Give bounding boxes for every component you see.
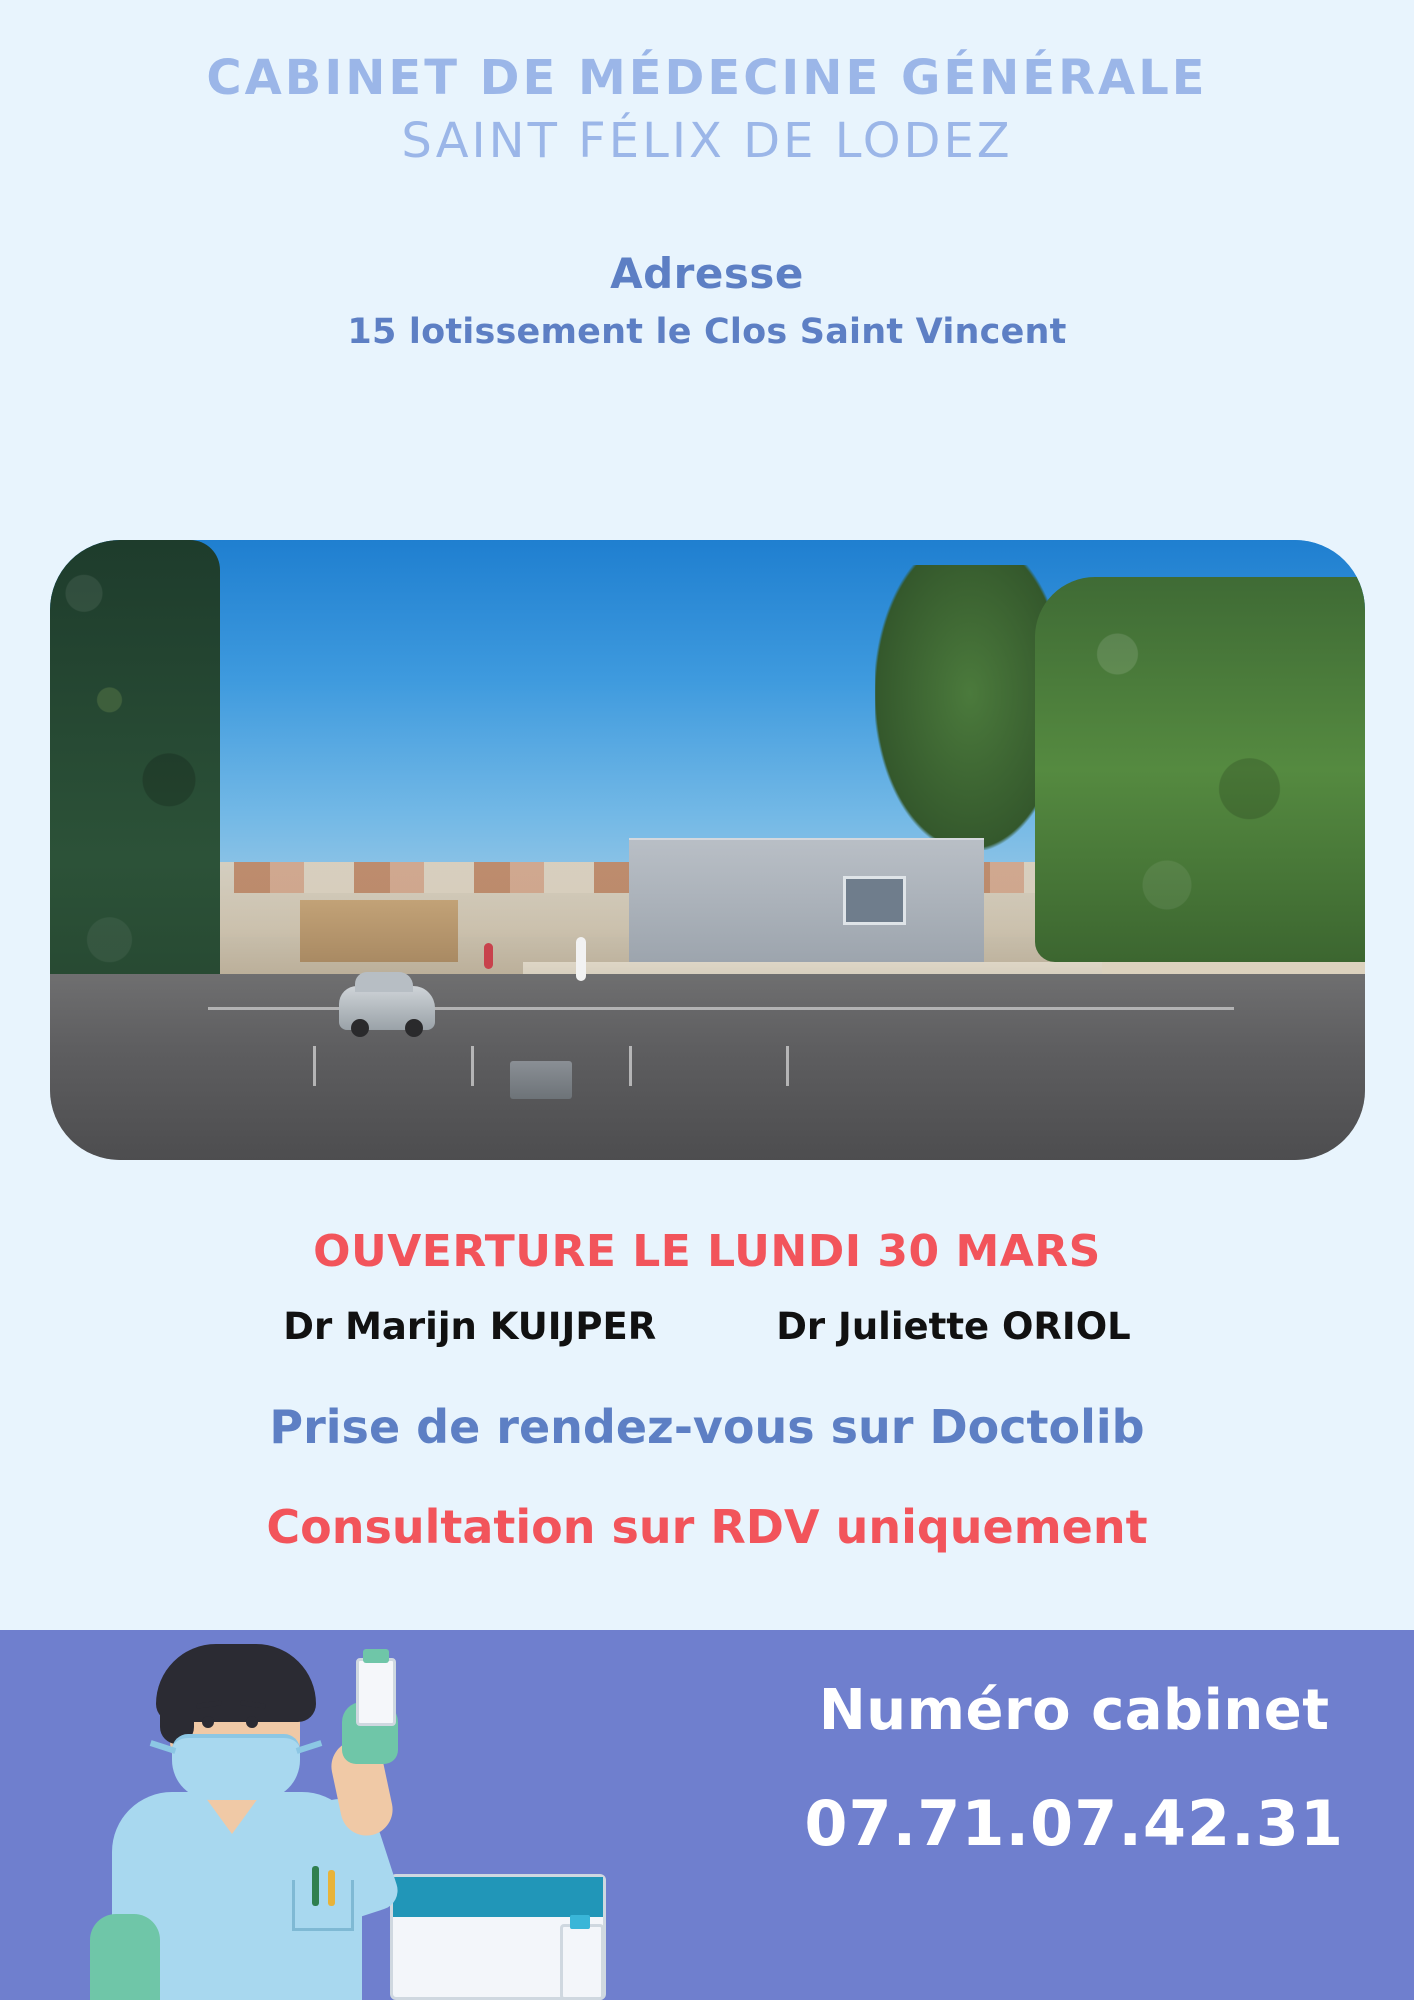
page-title-line1: CABINET DE MÉDECINE GÉNÉRALE — [206, 50, 1208, 106]
eye-right — [246, 1716, 258, 1728]
scrubs-pocket — [292, 1880, 354, 1931]
doctor-name-2: Dr Juliette ORIOL — [776, 1305, 1131, 1348]
gloved-hand-left-icon — [90, 1914, 160, 2000]
opening-text: OUVERTURE LE LUNDI 30 MARS — [313, 1226, 1101, 1277]
pen-yellow-icon — [328, 1870, 335, 1906]
phone-number[interactable]: 07.71.07.42.31 — [804, 1787, 1344, 1860]
footer-band — [0, 1630, 1414, 2000]
parking-ground — [50, 974, 1365, 1160]
doctor-illustration-icon — [60, 1630, 580, 2000]
doctor-name-1: Dr Marijn KUIJPER — [283, 1305, 657, 1348]
building-window — [843, 876, 906, 926]
booking-info: Prise de rendez-vous sur Doctolib — [269, 1400, 1145, 1454]
medicine-bottle-icon — [560, 1924, 604, 2000]
poster-header — [0, 0, 1414, 171]
utility-box — [510, 1061, 572, 1099]
surgical-mask-icon — [172, 1734, 300, 1800]
address-block — [0, 249, 1414, 352]
phone-label: Numéro cabinet — [818, 1678, 1330, 1743]
clinic-photo — [50, 540, 1365, 1160]
eye-left — [202, 1716, 214, 1728]
hedge-right — [1035, 577, 1365, 961]
clinic-building — [629, 838, 984, 974]
opening-announcement — [0, 1226, 1414, 1277]
page-title-line2: SAINT FÉLIX DE LODEZ — [401, 112, 1013, 169]
phone-block — [804, 1678, 1344, 1860]
address-label: Adresse — [610, 248, 804, 298]
doctors-list — [0, 1305, 1414, 1348]
consultation-info: Consultation sur RDV uniquement — [266, 1500, 1148, 1554]
person-walking — [576, 937, 586, 981]
photo-canvas — [50, 540, 1365, 1160]
doctor-hair — [156, 1644, 316, 1722]
parked-car — [339, 986, 435, 1030]
person-distant — [484, 943, 493, 969]
pen-green-icon — [312, 1866, 319, 1906]
vaccine-vial-icon — [356, 1658, 396, 1726]
carport — [300, 900, 458, 962]
address-value: 15 lotissement le Clos Saint Vincent — [347, 311, 1067, 352]
